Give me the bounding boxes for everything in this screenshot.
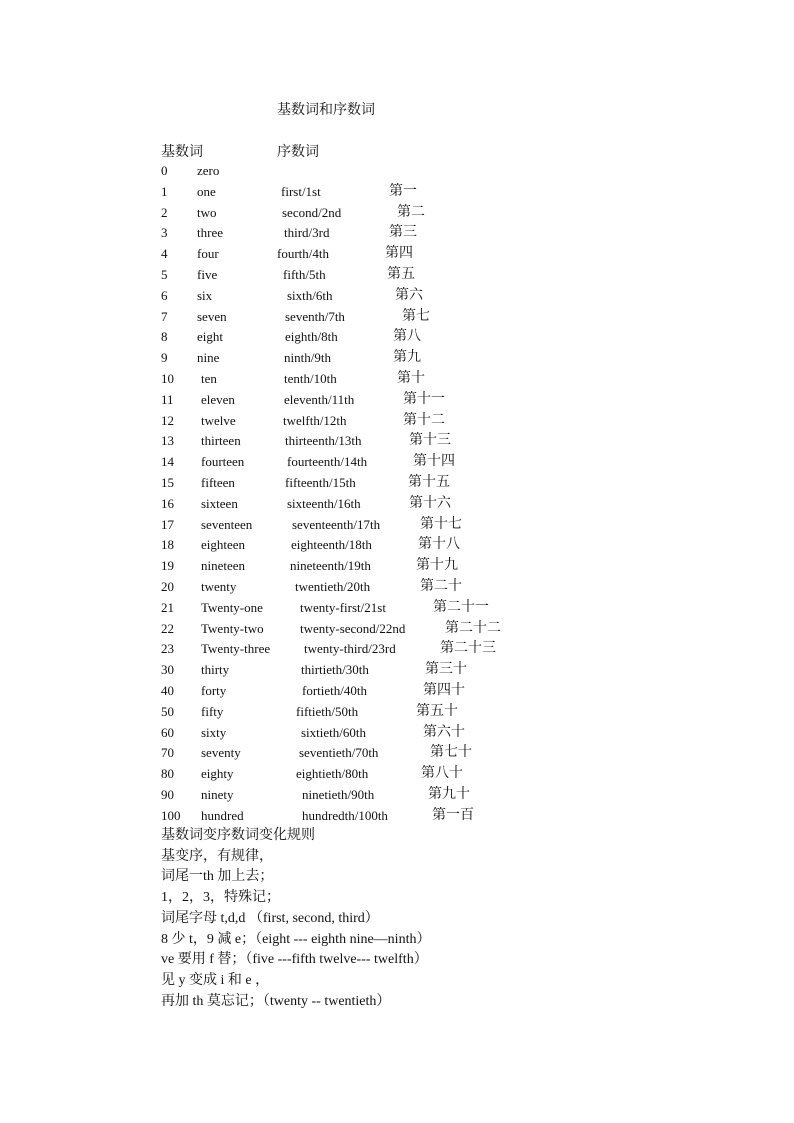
number-cell: 50: [161, 704, 174, 719]
chinese-ordinal-cell: 第四十: [423, 683, 465, 698]
number-cell: 22: [161, 621, 174, 636]
number-cell: 23: [161, 641, 174, 656]
table-row: [0, 412, 794, 432]
rule-line: 词尾字母 t,d,d （first, second, third）: [161, 911, 379, 926]
cardinal-word-cell: zero: [197, 163, 220, 178]
number-cell: 21: [161, 600, 174, 615]
table-row: [0, 162, 794, 182]
chinese-ordinal-cell: 第二十二: [445, 621, 501, 636]
page-title: 基数词和序数词: [277, 103, 375, 118]
number-cell: 0: [161, 163, 168, 178]
number-cell: 6: [161, 288, 168, 303]
number-cell: 8: [161, 329, 168, 344]
ordinal-cell: sixtieth/60th: [301, 725, 366, 740]
cardinal-word-cell: one: [197, 184, 216, 199]
ordinal-cell: sixteenth/16th: [287, 496, 361, 511]
table-row: [0, 224, 794, 244]
number-cell: 60: [161, 725, 174, 740]
rule-line: 基变序，有规律，: [161, 849, 273, 864]
cardinal-word-cell: three: [197, 225, 223, 240]
ordinal-header: 序数词: [277, 145, 319, 160]
table-row: [0, 349, 794, 369]
chinese-ordinal-cell: 第六十: [423, 725, 465, 740]
cardinal-word-cell: seventy: [201, 745, 241, 760]
cardinal-word-cell: fifteen: [201, 475, 235, 490]
chinese-ordinal-cell: 第一: [389, 184, 417, 199]
number-cell: 40: [161, 683, 174, 698]
table-row: [0, 744, 794, 764]
rules-heading: 基数词变序数词变化规则: [161, 828, 315, 843]
number-cell: 7: [161, 309, 168, 324]
ordinal-cell: seventh/7th: [285, 309, 345, 324]
number-cell: 17: [161, 517, 174, 532]
ordinal-cell: fortieth/40th: [302, 683, 367, 698]
table-row: [0, 557, 794, 577]
cardinal-word-cell: Twenty-three: [201, 641, 271, 656]
number-cell: 10: [161, 371, 174, 386]
ordinal-cell: first/1st: [281, 184, 321, 199]
chinese-ordinal-cell: 第二: [397, 205, 425, 220]
cardinal-word-cell: thirteen: [201, 433, 241, 448]
table-row: [0, 516, 794, 536]
chinese-ordinal-cell: 第十七: [420, 517, 462, 532]
cardinal-word-cell: nine: [197, 350, 220, 365]
chinese-ordinal-cell: 第三: [389, 225, 417, 240]
ordinal-cell: third/3rd: [284, 225, 330, 240]
ordinal-cell: twenty-second/22nd: [300, 621, 406, 636]
chinese-ordinal-cell: 第九十: [428, 787, 470, 802]
ordinal-cell: fiftieth/50th: [296, 704, 359, 719]
ordinal-cell: second/2nd: [282, 205, 342, 220]
cardinal-word-cell: thirty: [201, 662, 230, 677]
chinese-ordinal-cell: 第十六: [409, 496, 451, 511]
ordinal-cell: sixth/6th: [287, 288, 333, 303]
rule-line: 见 y 变成 i 和 e ，: [161, 973, 270, 988]
cardinal-word-cell: eighteen: [201, 537, 246, 552]
number-cell: 80: [161, 766, 174, 781]
table-row: [0, 724, 794, 744]
cardinal-word-cell: four: [197, 246, 219, 261]
cardinal-word-cell: eleven: [201, 392, 235, 407]
table-row: [0, 287, 794, 307]
chinese-ordinal-cell: 第五十: [416, 704, 458, 719]
ordinal-cell: hundredth/100th: [302, 808, 388, 823]
table-row: [0, 183, 794, 203]
ordinal-cell: tenth/10th: [284, 371, 337, 386]
cardinal-word-cell: Twenty-one: [201, 600, 263, 615]
rule-line: 词尾一th 加上去；: [161, 869, 274, 884]
table-row: [0, 266, 794, 286]
ordinal-cell: fifteenth/15th: [285, 475, 356, 490]
cardinal-word-cell: sixty: [201, 725, 227, 740]
cardinal-word-cell: six: [197, 288, 213, 303]
number-cell: 9: [161, 350, 168, 365]
cardinal-word-cell: five: [197, 267, 218, 282]
cardinal-word-cell: fourteen: [201, 454, 245, 469]
ordinal-cell: fifth/5th: [283, 267, 326, 282]
chinese-ordinal-cell: 第十九: [416, 558, 458, 573]
number-cell: 90: [161, 787, 174, 802]
ordinal-cell: nineteenth/19th: [290, 558, 371, 573]
number-cell: 19: [161, 558, 174, 573]
number-cell: 5: [161, 267, 168, 282]
cardinal-word-cell: eight: [197, 329, 223, 344]
ordinal-cell: eighteenth/18th: [291, 537, 372, 552]
table-row: [0, 391, 794, 411]
number-cell: 20: [161, 579, 174, 594]
table-row: [0, 578, 794, 598]
number-cell: 14: [161, 454, 174, 469]
chinese-ordinal-cell: 第十: [397, 371, 425, 386]
chinese-ordinal-cell: 第五: [387, 267, 415, 282]
chinese-ordinal-cell: 第十二: [403, 413, 445, 428]
number-cell: 70: [161, 745, 174, 760]
table-row: [0, 682, 794, 702]
chinese-ordinal-cell: 第六: [395, 288, 423, 303]
table-row: [0, 328, 794, 348]
table-row: [0, 370, 794, 390]
chinese-ordinal-cell: 第十一: [403, 392, 445, 407]
chinese-ordinal-cell: 第九: [393, 350, 421, 365]
cardinal-word-cell: twelve: [201, 413, 236, 428]
rule-line: 8 少 t，9 减 e；（eight --- eighth nine—ninth）: [161, 932, 431, 947]
number-cell: 15: [161, 475, 174, 490]
table-row: [0, 204, 794, 224]
table-row: [0, 245, 794, 265]
chinese-ordinal-cell: 第十四: [413, 454, 455, 469]
ordinal-cell: thirteenth/13th: [285, 433, 362, 448]
cardinal-word-cell: seventeen: [201, 517, 253, 532]
number-cell: 2: [161, 205, 168, 220]
table-row: [0, 703, 794, 723]
cardinal-word-cell: ten: [201, 371, 217, 386]
number-cell: 13: [161, 433, 174, 448]
table-row: [0, 308, 794, 328]
rule-line: 1，2，3，特殊记；: [161, 890, 280, 905]
cardinal-word-cell: two: [197, 205, 217, 220]
table-row: [0, 432, 794, 452]
ordinal-cell: twentieth/20th: [295, 579, 371, 594]
chinese-ordinal-cell: 第七: [402, 309, 430, 324]
chinese-ordinal-cell: 第二十一: [433, 600, 489, 615]
cardinal-word-cell: nineteen: [201, 558, 246, 573]
cardinal-word-cell: eighty: [201, 766, 234, 781]
ordinal-cell: fourth/4th: [277, 246, 329, 261]
number-cell: 16: [161, 496, 174, 511]
ordinal-cell: ninetieth/90th: [302, 787, 375, 802]
table-row: [0, 765, 794, 785]
number-cell: 1: [161, 184, 168, 199]
cardinal-word-cell: seven: [197, 309, 227, 324]
number-cell: 100: [161, 808, 181, 823]
ordinal-cell: fourteenth/14th: [287, 454, 368, 469]
cardinal-header: 基数词: [161, 145, 203, 160]
rule-line: 再加 th 莫忘记；（twenty -- twentieth）: [161, 994, 391, 1009]
chinese-ordinal-cell: 第十八: [418, 537, 460, 552]
cardinal-word-cell: Twenty-two: [201, 621, 264, 636]
ordinal-cell: eleventh/11th: [284, 392, 355, 407]
chinese-ordinal-cell: 第八十: [421, 766, 463, 781]
chinese-ordinal-cell: 第四: [385, 246, 413, 261]
table-row: [0, 536, 794, 556]
cardinal-word-cell: hundred: [201, 808, 244, 823]
chinese-ordinal-cell: 第十五: [408, 475, 450, 490]
ordinal-cell: twenty-third/23rd: [304, 641, 396, 656]
chinese-ordinal-cell: 第七十: [430, 745, 472, 760]
cardinal-word-cell: fifty: [201, 704, 224, 719]
ordinal-cell: seventeenth/17th: [292, 517, 381, 532]
number-cell: 30: [161, 662, 174, 677]
number-cell: 11: [161, 392, 174, 407]
cardinal-word-cell: twenty: [201, 579, 237, 594]
chinese-ordinal-cell: 第十三: [409, 433, 451, 448]
ordinal-cell: eighth/8th: [285, 329, 338, 344]
number-cell: 4: [161, 246, 168, 261]
ordinal-cell: seventieth/70th: [299, 745, 379, 760]
table-row: [0, 474, 794, 494]
ordinal-cell: twenty-first/21st: [300, 600, 386, 615]
table-row: [0, 453, 794, 473]
table-row: [0, 786, 794, 806]
chinese-ordinal-cell: 第一百: [432, 808, 474, 823]
table-row: [0, 640, 794, 660]
table-row: [0, 807, 794, 827]
ordinal-cell: twelfth/12th: [283, 413, 347, 428]
number-cell: 3: [161, 225, 168, 240]
ordinal-cell: ninth/9th: [284, 350, 331, 365]
chinese-ordinal-cell: 第八: [393, 329, 421, 344]
rule-line: ve 要用 f 替；（five ---fifth twelve--- twelfth）: [161, 952, 428, 967]
number-cell: 12: [161, 413, 174, 428]
table-row: [0, 620, 794, 640]
number-cell: 18: [161, 537, 174, 552]
chinese-ordinal-cell: 第二十三: [440, 641, 496, 656]
table-row: [0, 495, 794, 515]
cardinal-word-cell: forty: [201, 683, 227, 698]
ordinal-cell: thirtieth/30th: [301, 662, 369, 677]
cardinal-word-cell: sixteen: [201, 496, 238, 511]
chinese-ordinal-cell: 第三十: [425, 662, 467, 677]
ordinal-cell: eightieth/80th: [296, 766, 369, 781]
table-row: [0, 599, 794, 619]
chinese-ordinal-cell: 第二十: [420, 579, 462, 594]
table-row: [0, 661, 794, 681]
cardinal-word-cell: ninety: [201, 787, 234, 802]
